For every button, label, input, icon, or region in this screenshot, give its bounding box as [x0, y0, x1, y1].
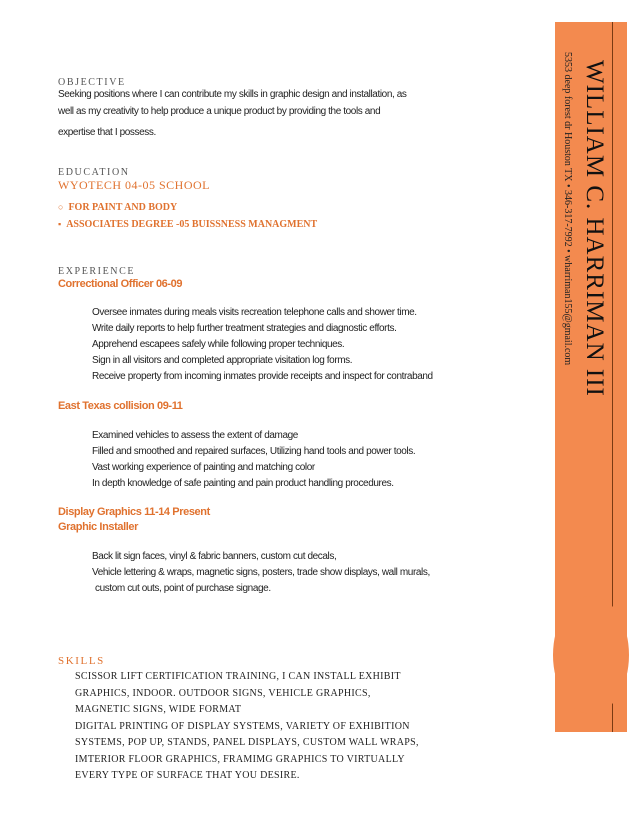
duty-item: Filled and smoothed and repaired surfaces, Utilizing hand tools and power tools. [92, 446, 416, 457]
skills-line: MAGNETIC SIGNS, WIDE FORMAT [75, 704, 242, 715]
job-title: East Texas collision 09-11 [58, 400, 183, 412]
contact-info: 5353 deep forest dr Houston TX • 346-317-7992 • wharriman155@gmail.com [562, 52, 573, 366]
list-item-text: FOR PAINT AND BODY [68, 202, 178, 213]
skills-line: SCISSOR LIFT CERTIFICATION TRAINING, I CAN INSTALL EXHIBIT [75, 671, 401, 682]
list-item [58, 199, 317, 216]
duty-item: Oversee inmates during meals visits recreation telephone calls and shower time. [92, 307, 417, 318]
decorative-circle [553, 596, 629, 714]
duty-item: Receive property from incoming inmates provide receipts and inspect for contraband [92, 371, 433, 382]
bullet-icon: ○ [58, 202, 64, 212]
list-item [58, 216, 317, 233]
duty-item: Sign in all visitors and completed appropriate visitation log forms. [92, 355, 353, 366]
skills-line: GRAPHICS, INDOOR. OUTDOOR SIGNS, VEHICLE GRAPHICS, [75, 687, 371, 699]
duty-item: Back lit sign faces, vinyl & fabric banners, custom cut decals, [92, 551, 337, 562]
job-duties [92, 428, 415, 492]
skills-line: IMTERIOR FLOOR GRAPHICS, FRAMIMG GRAPHICS TO VIRTUALLY [75, 753, 405, 765]
duty-item: Vehicle lettering & wraps, magnetic signs, posters, trade show displays, wall murals, [92, 567, 430, 578]
skills-heading: SKILLS [58, 655, 105, 667]
school-name: WYOTECH 04-05 SCHOOL [58, 178, 210, 192]
objective-line: well as my creativity to help produce a unique product by providing the tools and [58, 106, 381, 117]
education-heading: EDUCATION [58, 167, 130, 178]
job-subtitle: Graphic Installer [58, 521, 139, 533]
skills-line: SYSTEMS, POP UP, STANDS, PANEL DISPLAYS, CUSTOM WALL WRAPS, [75, 737, 419, 748]
duty-item: Write daily reports to help further treatment strategies and diagnostic efforts. [92, 323, 397, 334]
job-title: Correctional Officer 06-09 [58, 278, 183, 290]
skills-line: DIGITAL PRINTING OF DISPLAY SYSTEMS, VARIETY OF EXHIBITION [75, 720, 410, 732]
list-item-text: ASSOCIATES DEGREE -05 BUISSNESS MANAGMENT [66, 219, 318, 230]
duty-item: Examined vehicles to assess the extent of damage [92, 430, 298, 441]
duty-item: Vast working experience of painting and matching color [92, 462, 315, 473]
duty-item: custom cut outs, point of purchase signage. [95, 583, 271, 594]
experience-heading: EXPERIENCE [58, 266, 136, 277]
skills-line: EVERY TYPE OF SURFACE THAT YOU DESIRE. [75, 770, 300, 781]
objective-line: Seeking positions where I can contribute my skills in graphic design and installation, as [58, 89, 407, 100]
duty-item: In depth knowledge of safe painting and pain product handling procedures. [92, 478, 394, 489]
objective-text [58, 86, 478, 141]
job-title: Display Graphics 11-14 Present [58, 506, 210, 518]
job-duties [92, 549, 430, 597]
candidate-name: WILLIAM C. HARRIMAN III [581, 60, 608, 397]
skills-text [75, 669, 419, 785]
job-duties [92, 305, 433, 385]
education-list [58, 199, 317, 233]
objective-heading: OBJECTIVE [58, 77, 126, 88]
duty-item: Apprehend escapees safely while following proper techniques. [92, 339, 345, 350]
objective-line: expertise that I possess. [58, 127, 156, 138]
bullet-icon: ▪ [58, 219, 62, 229]
